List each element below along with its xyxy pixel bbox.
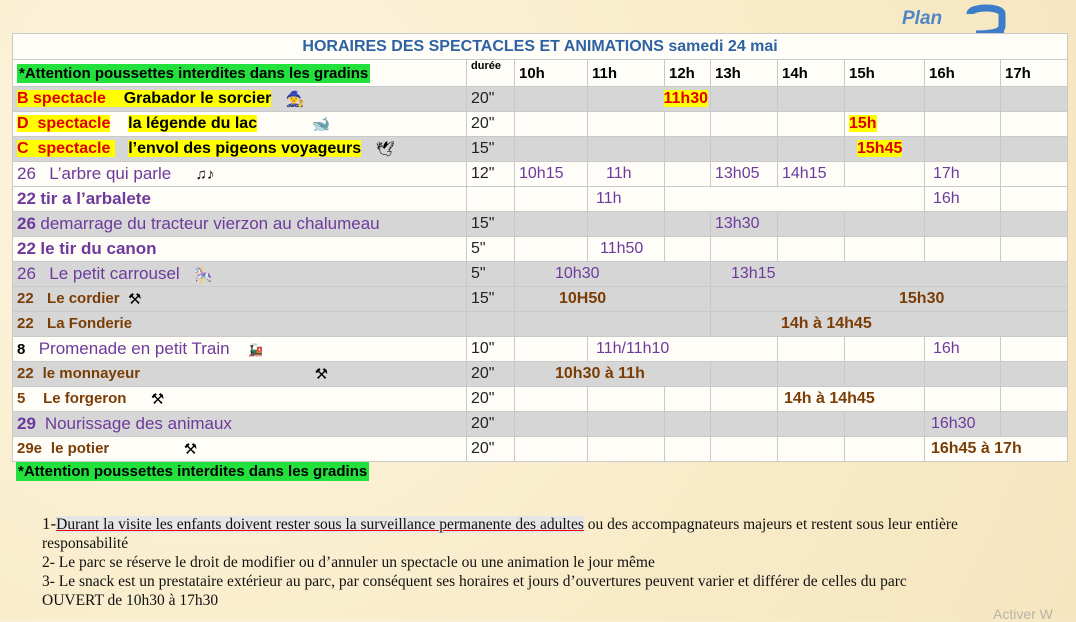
duration-cell: 12" <box>467 162 515 187</box>
hour-header: 15h <box>845 60 925 87</box>
table-row <box>13 212 1068 237</box>
hour-header: 12h <box>665 60 711 87</box>
duration-cell: 20" <box>467 437 515 462</box>
time-cell: 13h30 <box>711 212 778 237</box>
hour-header: 17h <box>1001 60 1068 87</box>
stroller-warning: *Attention poussettes interdites dans les gradins <box>19 64 369 82</box>
duration-cell: 15" <box>467 212 515 237</box>
table-row <box>13 137 1068 162</box>
event-cell: 29 Nourissage des animaux <box>13 412 467 437</box>
table-row <box>13 237 1068 262</box>
duration-cell: 10" <box>467 337 515 362</box>
duration-cell: 20" <box>467 112 515 137</box>
time-cell: 11h <box>588 187 665 212</box>
time-cell: 13h15 <box>711 262 1068 287</box>
table-row <box>13 187 1068 212</box>
duration-cell: 5" <box>467 262 515 287</box>
time-cell: 14h à 14h45 <box>711 312 1068 337</box>
table-row <box>13 262 1068 287</box>
pigeon-icon: 🕊 <box>375 140 395 158</box>
time-cell: 15h <box>845 112 925 137</box>
table-row <box>13 312 1068 337</box>
event-cell: 22 La Fonderie <box>13 312 467 337</box>
table-row <box>13 337 1068 362</box>
time-cell: 14h à 14h45 <box>778 387 925 412</box>
event-cell: 26 demarrage du tracteur vierzon au chalumeau <box>13 212 467 237</box>
header-warning-cell <box>13 60 467 87</box>
table-row <box>13 412 1068 437</box>
craftsman-icon: ⚒ <box>183 440 198 458</box>
bottom-warning: *Attention poussettes interdites dans les gradins <box>18 463 368 480</box>
event-cell: 22 tir a l’arbalete <box>13 187 467 212</box>
time-cell: 10h30 à 11h <box>515 362 711 387</box>
duree-header: durée <box>467 60 515 87</box>
note-3: 3- Le snack est un prestataire extérieur au parc, par conséquent ses horaires et jours d’ouvertures peuvent varier et différer de celles du parc OUVERT de 10h30 à 17h30 <box>42 573 907 609</box>
note-1: 1-Durant la visite les enfants doivent rester sous la surveillance permanente des adultes ou des accompagnateurs majeurs et restent sous leur entière responsabilité <box>42 514 958 552</box>
event-cell: 5 Le forgeron ⚒ <box>13 387 467 412</box>
time-cell: 10h15 <box>515 162 588 187</box>
table-row <box>13 287 1068 312</box>
craftsman-icon: ⚒ <box>128 290 142 308</box>
table-row <box>13 387 1068 412</box>
event-cell: 29e le potier ⚒ <box>13 437 467 462</box>
event-cell: 26 L’arbre qui parle ♫♪ <box>13 162 467 187</box>
table-row <box>13 162 1068 187</box>
activation-watermark: Activer W <box>993 606 1053 622</box>
event-cell: B spectacle Grabador le sorcier 🧙 <box>13 87 467 112</box>
table-row <box>13 362 1068 387</box>
time-cell: 17h <box>925 162 1001 187</box>
hour-header: 10h <box>515 60 588 87</box>
time-cell: 16h <box>925 337 1001 362</box>
duration-cell: 15" <box>467 137 515 162</box>
event-cell: 22 Le cordier ⚒ <box>13 287 467 312</box>
hour-header: 11h <box>588 60 665 87</box>
train-icon: 🚂 <box>248 342 263 357</box>
duration-cell: 20" <box>467 87 515 112</box>
event-cell: 22 le tir du canon <box>13 237 467 262</box>
time-cell: 11h30 <box>588 87 711 112</box>
event-cell: 26 Le petit carrousel 🎠 <box>13 262 467 287</box>
event-cell: C spectacle l’envol des pigeons voyageurs 🕊 <box>13 137 467 162</box>
time-cell: 16h45 à 17h <box>925 437 1068 462</box>
hour-header: 14h <box>778 60 845 87</box>
duration-cell: 20" <box>467 412 515 437</box>
time-cell: 15h30 <box>711 287 1068 312</box>
schedule-table <box>12 33 1068 462</box>
notes-section <box>42 514 972 610</box>
time-cell: 11h/11h10 <box>588 337 778 362</box>
plan-link[interactable]: Plan <box>902 8 943 29</box>
time-cell: 11h50 <box>588 237 665 262</box>
duration-cell: 20" <box>467 362 515 387</box>
time-cell: 16h30 <box>925 412 1001 437</box>
table-row <box>13 87 1068 112</box>
event-cell: 8 Promenade en petit Train 🚂 <box>13 337 467 362</box>
music-notes-icon: ♫♪ <box>195 166 215 184</box>
craftsman-icon: ⚒ <box>150 390 165 408</box>
time-cell: 15h45 <box>845 137 925 162</box>
craftsman-icon: ⚒ <box>314 365 329 383</box>
carousel-icon: 🎠 <box>194 266 213 284</box>
time-cell: 10H50 <box>515 287 711 312</box>
time-cell: 16h <box>925 187 1001 212</box>
note-2: 2- Le parc se réserve le droit de modifier ou d’annuler un spectacle ou une animation le jour même <box>42 554 655 571</box>
duration-cell <box>467 187 515 212</box>
lake-monster-icon: 🐋 <box>311 115 331 133</box>
hour-header: 13h <box>711 60 778 87</box>
witch-icon: 🧙 <box>285 90 305 108</box>
time-cell: 13h05 <box>711 162 778 187</box>
duration-cell <box>467 312 515 337</box>
duration-cell: 15" <box>467 287 515 312</box>
event-cell: D spectacle la légende du lac 🐋 <box>13 112 467 137</box>
table-row <box>13 112 1068 137</box>
hour-header: 16h <box>925 60 1001 87</box>
duration-cell: 20" <box>467 387 515 412</box>
event-cell: 22 le monnayeur ⚒ <box>13 362 467 387</box>
schedule-title: HORAIRES DES SPECTACLES ET ANIMATIONS samedi 24 mai <box>13 34 1068 60</box>
duration-cell: 5" <box>467 237 515 262</box>
table-row <box>13 437 1068 462</box>
time-cell: 10h30 <box>515 262 711 287</box>
time-cell: 14h15 <box>778 162 845 187</box>
time-cell: 11h <box>588 162 665 187</box>
